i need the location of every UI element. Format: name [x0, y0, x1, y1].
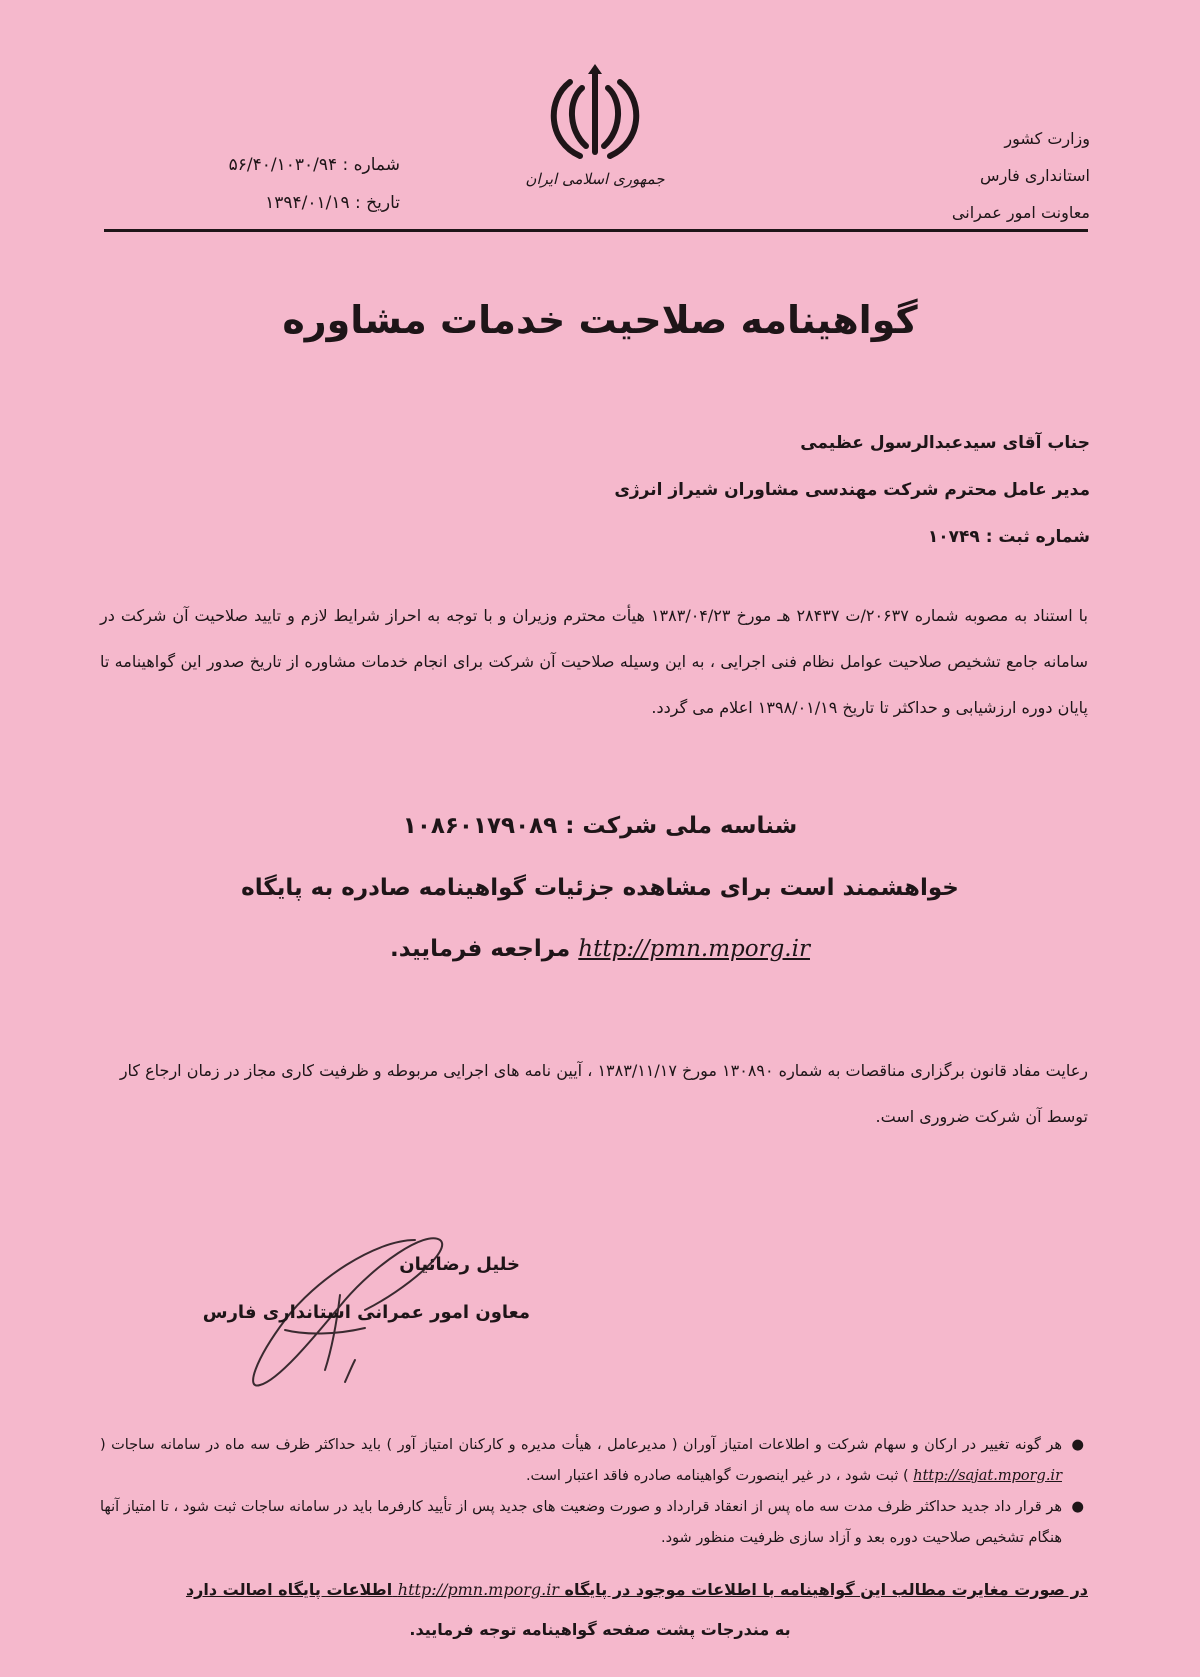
registration-row: [190, 514, 1090, 561]
national-id-row: [100, 813, 1100, 839]
governorate-name: استانداری فارس: [980, 166, 1090, 185]
letter-date-value: ۱۳۹۴/۰۱/۱۹: [265, 193, 350, 213]
letter-number-value: ۵۶/۴۰/۱۰۳۰/۹۴: [228, 155, 338, 175]
notes-section: [100, 1430, 1088, 1554]
note-text: هر قرار داد جدید حداکثر ظرف مدت سه ماه پس از انعقاد قرارداد و صورت وضعیت های جدید پس از تأیید کارفرما باید در سامانه ساجات ثبت شود ، تا امتیاز آنها هنگام تشخیص صلاحیت دوره بعد و آزاد سازی ظرفیت منظور شود.: [100, 1499, 1062, 1546]
registration-value: ۱۰۷۴۹: [927, 527, 980, 547]
certificate-body: با استناد به مصوبه شماره ۲۰۶۳۷/ت ۲۸۴۳۷ هـ مورخ ۱۳۸۳/۰۴/۲۳ هیأت محترم وزیران و با توجه به احراز شرایط لازم و تایید صلاحیت آن شرکت در سامانه جامع تشخیص صلاحیت عوامل نظام فنی اجرایی ، به این وسیله صلاحیت آن شرکت برای انجام خدمات مشاوره از تاریخ صدور این گواهینامه تا پایان دوره ارزشیابی و حداکثر تا تاریخ ۱۳۹۸/۰۱/۱۹ اعلام می گردد.: [100, 606, 1088, 717]
sajat-link[interactable]: http://sajat.mporg.ir: [913, 1468, 1062, 1484]
ministry-header: [790, 120, 1090, 231]
emblem-icon: [520, 60, 670, 200]
signatory-name: خلیل رضائیان: [399, 1254, 520, 1275]
authenticity-note: [100, 1580, 1088, 1599]
bullet-icon: ●: [1071, 1499, 1084, 1515]
note-text-end: ) ثبت شود ، در غیر اینصورت گواهینامه صادره فاقد اعتبار است.: [525, 1468, 909, 1484]
authenticity-text: در صورت مغایرت مطالب این گواهینامه با اطلاعات موجود در پایگاه: [564, 1580, 1088, 1599]
letter-date-label: تاریخ :: [355, 193, 400, 213]
recipient-block: [190, 420, 1090, 561]
request-link-row: [100, 936, 1100, 962]
ministry-name: وزارت کشور: [1004, 129, 1090, 148]
request-closing: مراجعه فرمایید.: [390, 936, 571, 962]
note-text: هر گونه تغییر در ارکان و سهام شرکت و اطلاعات امتیاز آوران ( مدیرعامل ، هیأت مدیره و کارکنان امتیاز آور ) باید حداکثر ظرف سه ماه در سامانه ساجات (: [100, 1437, 1062, 1453]
certificate-title: گواهینامه صلاحیت خدمات مشاوره: [282, 298, 918, 342]
letter-meta: [100, 146, 400, 222]
recipient-name: جناب آقای سیدعبدالرسول عظیمی: [800, 433, 1090, 453]
request-line: خواهشمند است برای مشاهده جزئیات گواهینامه صادره به پایگاه: [241, 875, 959, 901]
back-page-note: به مندرجات پشت صفحه گواهینامه توجه فرمایید.: [409, 1620, 791, 1639]
compliance-paragraph: رعایت مفاد قانون برگزاری مناقصات به شماره ۱۳۰۸۹۰ مورخ ۱۳۸۳/۱۱/۱۷ ، آیین نامه های اجرایی مربوطه و ظرفیت کاری مجاز در زمان ارجاع کار توسط آن شرکت ضروری است.: [119, 1061, 1088, 1126]
signatory-title: معاون امور عمرانی استانداری فارس: [202, 1302, 530, 1323]
note-item: [100, 1492, 1084, 1554]
bullet-icon: ●: [1071, 1437, 1084, 1453]
letter-date-row: [100, 184, 400, 222]
letter-number-label: شماره :: [342, 155, 400, 175]
registration-label: شماره ثبت :: [985, 527, 1090, 547]
iran-emblem: [520, 60, 670, 200]
pmn-footer-link[interactable]: http://pmn.mporg.ir: [397, 1580, 559, 1599]
authenticity-text-end: اطلاعات پایگاه اصالت دارد: [185, 1580, 393, 1599]
note-item: [100, 1430, 1084, 1492]
letter-number-row: [100, 146, 400, 184]
national-id-value: ۱۰۸۶۰۱۷۹۰۸۹: [402, 813, 558, 839]
emblem-caption: جمهوری اسلامی ایران: [525, 170, 665, 188]
header-divider: [104, 229, 1088, 232]
deputy-name: معاونت امور عمرانی: [951, 203, 1090, 222]
recipient-position: مدیر عامل محترم شرکت مهندسی مشاوران شیراز انرژی: [614, 480, 1090, 500]
national-id-label: شناسه ملی شرکت :: [565, 813, 798, 839]
pmn-link[interactable]: http://pmn.mporg.ir: [578, 936, 810, 962]
